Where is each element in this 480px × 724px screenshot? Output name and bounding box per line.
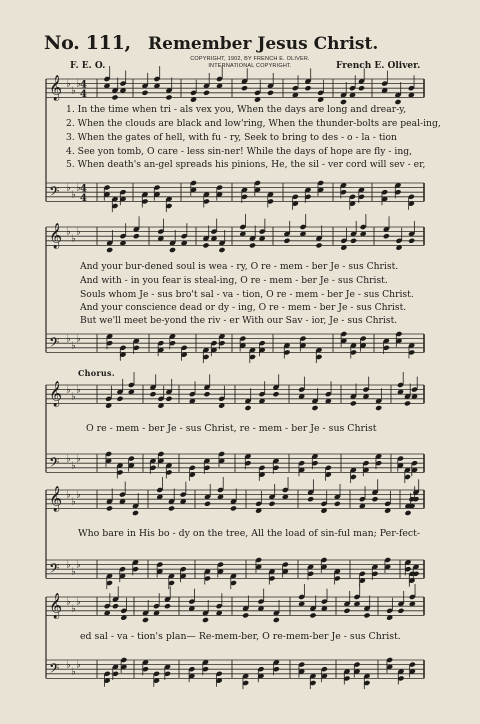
- note-head: [165, 396, 172, 402]
- refrain-line-5: But we'll meet be-yond the riv - er With our Sav - ior, Je - sus Christ.: [80, 315, 398, 326]
- time-signature: 4: [80, 88, 87, 100]
- verse-line-1: 1. In the time when tri - als vex you, When the days are long and drear-y,: [66, 104, 407, 115]
- treble-clef-icon: 𝄞: [49, 381, 63, 407]
- note-head: [404, 510, 411, 516]
- note-head: [283, 238, 290, 244]
- note-head: [218, 247, 225, 253]
- chorus-line-3: ed sal - va - tion's plan— Re-mem-ber, O re-mem-ber Je - sus Christ.: [80, 631, 401, 642]
- flat-icon: ♭: [71, 340, 76, 352]
- note-head: [397, 608, 404, 614]
- note-head: [116, 396, 123, 402]
- note-head: [273, 617, 280, 623]
- composer-credit: French E. Oliver.: [336, 61, 421, 71]
- hymn-title: Remember Jesus Christ.: [148, 34, 379, 54]
- flat-icon: ♭: [66, 333, 71, 345]
- time-signature: 4: [80, 79, 87, 91]
- note-head: [408, 238, 415, 244]
- flat-icon: ♭: [66, 453, 71, 465]
- copyright-line: INTERNATIONAL COPYRIGHT.: [208, 63, 292, 69]
- note-head: [358, 85, 365, 91]
- note-head: [249, 242, 256, 248]
- note-head: [112, 603, 119, 609]
- lyricist-credit: F. E. O.: [70, 61, 106, 71]
- note-head: [244, 405, 251, 411]
- note-head: [111, 94, 118, 100]
- treble-clef-icon: 𝄞: [49, 75, 63, 101]
- note-head: [230, 505, 237, 511]
- flat-icon: ♭: [76, 489, 81, 501]
- treble-clef-icon: 𝄞: [49, 593, 63, 619]
- note-head: [383, 233, 390, 239]
- verse-line-4: 4. See yon tomb, O care - less sin-ner! While the days of hope are fly - ing,: [66, 146, 413, 157]
- note-head: [141, 90, 148, 96]
- note-head: [315, 242, 322, 248]
- note-head: [242, 612, 249, 618]
- note-head: [404, 400, 411, 406]
- note-head: [343, 608, 350, 614]
- flat-icon: ♭: [76, 596, 81, 608]
- refrain-line-4: And your conscience dead or dy - ing, O re - mem - ber Je - sus Christ.: [80, 302, 407, 313]
- bass-clef-icon: 𝄢: [49, 560, 60, 580]
- note-head: [204, 501, 211, 507]
- flat-icon: ♭: [71, 460, 76, 472]
- flat-icon: ♭: [66, 489, 71, 501]
- flat-icon: ♭: [71, 85, 76, 97]
- note-head: [272, 391, 279, 397]
- flat-icon: ♭: [71, 603, 76, 615]
- note-head: [202, 242, 209, 248]
- chorus-line-1: O re - mem - ber Je - sus Christ, re - mem - ber Je - sus Christ: [86, 423, 377, 434]
- flat-icon: ♭: [66, 226, 71, 238]
- note-head: [149, 391, 156, 397]
- flat-icon: ♭: [66, 596, 71, 608]
- note-head: [334, 501, 341, 507]
- verse-line-2: 2. When the clouds are black and low'ring, When the thunder-bolts are peal-ing,: [66, 118, 441, 129]
- flat-icon: ♭: [71, 566, 76, 578]
- chorus-line-2: Who bare in His bo - dy on the tree, All the load of sin-ful man; Per-fect-: [78, 528, 421, 539]
- note-head: [241, 85, 248, 91]
- note-head: [371, 496, 378, 502]
- bass-clef-icon: 𝄢: [49, 334, 60, 354]
- flat-icon: ♭: [76, 226, 81, 238]
- note-head: [268, 501, 275, 507]
- note-head: [165, 94, 172, 100]
- flat-icon: ♭: [66, 182, 71, 194]
- copyright-line: COPYRIGHT, 1902, BY FRENCH E. OLIVER.: [190, 56, 310, 62]
- flat-icon: ♭: [76, 78, 81, 90]
- flat-icon: ♭: [66, 78, 71, 90]
- refrain-line-1: And your bur-dened soul is wea - ry, O re - mem - ber Je - sus Christ.: [80, 261, 399, 272]
- flat-icon: ♭: [66, 559, 71, 571]
- flat-icon: ♭: [71, 496, 76, 508]
- hymn-number: No. 111,: [44, 32, 131, 54]
- chorus-label: Chorus.: [78, 368, 115, 378]
- verse-line-3: 3. When the gates of hell, with fu - ry, Seek to bring to des - o - la - tion: [66, 132, 397, 143]
- note-head: [133, 233, 140, 239]
- note-head: [106, 247, 113, 253]
- flat-icon: ♭: [76, 453, 81, 465]
- note-head: [350, 400, 357, 406]
- time-signature: 4: [80, 192, 87, 204]
- flat-icon: ♭: [71, 666, 76, 678]
- refrain-line-3: Souls whom Je - sus bro't sal - va - tion, O re - mem - ber Je - sus Christ.: [80, 289, 414, 300]
- flat-icon: ♭: [76, 659, 81, 671]
- bass-clef-icon: 𝄢: [49, 454, 60, 474]
- note-head: [142, 617, 149, 623]
- bass-clef-icon: 𝄢: [49, 660, 60, 680]
- flat-icon: ♭: [66, 384, 71, 396]
- flat-icon: ♭: [66, 659, 71, 671]
- copyright-notice: [150, 56, 350, 70]
- note-head: [375, 405, 382, 411]
- flat-icon: ♭: [71, 189, 76, 201]
- note-head: [202, 617, 209, 623]
- time-signature: 4: [80, 183, 87, 195]
- flat-icon: ♭: [76, 333, 81, 345]
- flat-icon: ♭: [76, 384, 81, 396]
- note-head: [106, 505, 113, 511]
- treble-clef-icon: 𝄞: [49, 486, 63, 512]
- flat-icon: ♭: [71, 233, 76, 245]
- refrain-line-2: And with - in you fear is steal-ing, O re - mem - ber Je - sus Christ.: [80, 275, 388, 286]
- note-head: [168, 505, 175, 511]
- note-head: [311, 405, 318, 411]
- treble-clef-icon: 𝄞: [49, 223, 63, 249]
- note-head: [307, 496, 314, 502]
- bass-clef-icon: 𝄢: [49, 183, 60, 203]
- flat-icon: ♭: [76, 559, 81, 571]
- note-head: [304, 85, 311, 91]
- note-head: [203, 90, 210, 96]
- note-head: [267, 90, 274, 96]
- flat-icon: ♭: [71, 391, 76, 403]
- note-head: [309, 612, 316, 618]
- note-head: [132, 510, 139, 516]
- note-head: [350, 238, 357, 244]
- verse-line-5: 5. When death's an-gel spreads his pinions, He, the sil - ver cord will sev - er,: [66, 159, 426, 170]
- note-head: [164, 603, 171, 609]
- note-head: [169, 247, 176, 253]
- flat-icon: ♭: [76, 182, 81, 194]
- note-head: [203, 391, 210, 397]
- note-head: [363, 612, 370, 618]
